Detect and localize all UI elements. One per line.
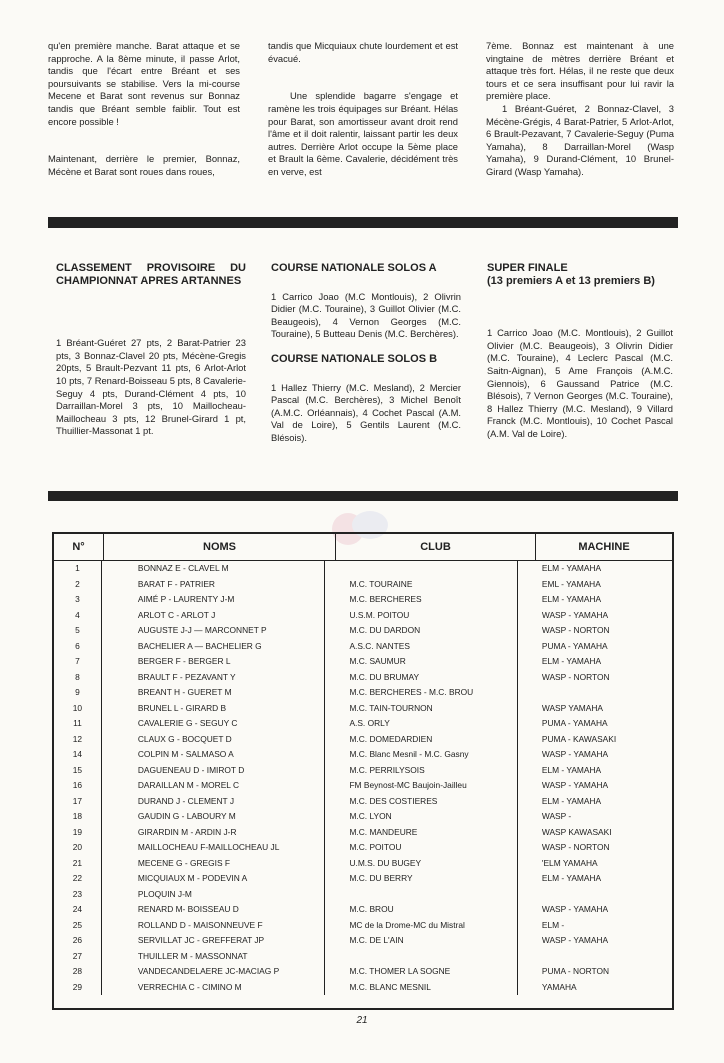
table-row (54, 577, 672, 593)
row-number: 18 (54, 809, 102, 825)
table-row (54, 794, 672, 810)
super-finale-section (487, 262, 673, 441)
row-noms: CAVALERIE G - SEGUY C (102, 716, 326, 732)
super-finale-subtitle: (13 premiers A et 13 premiers B) (487, 274, 655, 287)
row-noms: CLAUX G - BOCQUET D (102, 732, 326, 748)
separator-bar (48, 491, 678, 501)
row-number: 20 (54, 840, 102, 856)
header-number: N° (54, 534, 104, 560)
row-club: M.C. DES COSTIERES (325, 794, 517, 810)
table-row (54, 887, 672, 903)
row-machine (518, 685, 672, 701)
page-number: 21 (356, 1015, 368, 1026)
row-number: 8 (54, 670, 102, 686)
row-machine: EML - YAMAHA (541, 578, 601, 589)
row-machine: WASP - YAMAHA (541, 609, 609, 620)
row-noms: BRUNEL L - GIRARD B (102, 701, 326, 717)
row-number: 19 (54, 825, 102, 841)
row-noms: DURAND J - CLEMENT J (102, 794, 326, 810)
classement-text: 1 Bréant-Guéret 27 pts, 2 Barat-Patrier 23 pts, 3 Bonnaz-Clavel 20 pts, Mécène-Gregis 20pts, 5 Brault-Pezvant 11 pts, 6 Arlot-Arlot 10 pts, 7 Renard-Boisseau 5 pts, 8 Cavalerie-Seguy 4 pts, Durand-Clément 4 pts, 10 Darraillan-Morel 3 pts, 10 Maillocheau-Maillocheau 3 pts, 12 Brunel-Girard 1 pt, Thuillier-Massonat 1 pt. (56, 337, 246, 437)
row-noms: PLOQUIN J-M (102, 887, 326, 903)
row-noms: VERRECHIA C - CIMINO M (102, 980, 326, 996)
row-club: M.C. DOMEDARDIEN (325, 732, 517, 748)
row-number: 23 (54, 887, 102, 903)
row-number: 27 (54, 949, 102, 965)
row-number: 21 (54, 856, 102, 872)
table-body (54, 561, 672, 995)
row-machine: WASP - NORTON (541, 671, 610, 682)
row-number: 4 (54, 608, 102, 624)
row-club: FM Beynost-MC Baujoin-Jailleu (325, 778, 517, 794)
row-machine: YAMAHA (541, 981, 577, 992)
table-row (54, 732, 672, 748)
table-row (54, 670, 672, 686)
table-row (54, 778, 672, 794)
row-club: M.C. DU BRUMAY (325, 670, 517, 686)
row-noms: VANDECANDELAERE JC-MACIAG P (102, 964, 326, 980)
row-number: 16 (54, 778, 102, 794)
row-noms: AIMÉ P - LAURENTY J-M (102, 592, 326, 608)
row-club (325, 949, 517, 965)
table-row (54, 763, 672, 779)
row-machine: WASP - YAMAHA (541, 749, 609, 759)
row-number: 24 (54, 902, 102, 918)
row-noms: DAGUENEAU D - IMIROT D (102, 763, 326, 779)
row-club: M.C. LYON (325, 809, 517, 825)
row-club: M.C. PERRILYSOIS (325, 763, 517, 779)
row-machine: PUMA - YAMAHA (541, 640, 608, 651)
table-row (54, 840, 672, 856)
row-noms: ARLOT C - ARLOT J (102, 608, 326, 624)
row-noms: GIRARDIN M - ARDIN J-R (102, 825, 326, 841)
row-number: 17 (54, 794, 102, 810)
table-row (54, 592, 672, 608)
table-row (54, 701, 672, 717)
table-row (54, 561, 672, 577)
row-number: 5 (54, 623, 102, 639)
row-machine: PUMA - KAWASAKI (541, 733, 617, 744)
row-club: M.C. DU DARDON (325, 623, 517, 639)
row-club: U.S.M. POITOU (325, 608, 517, 624)
row-number: 11 (54, 716, 102, 732)
row-club: M.C. THOMER LA SOGNE (325, 964, 517, 980)
entries-table (52, 532, 674, 1010)
row-noms: ROLLAND D - MAISONNEUVE F (102, 918, 326, 934)
row-noms: BREANT H - GUERET M (102, 685, 326, 701)
row-noms: SERVILLAT JC - GREFFERAT JP (102, 933, 326, 949)
row-number: 28 (54, 964, 102, 980)
article-paragraph: 7ème. Bonnaz est maintenant à une vingtaine de mètres derrière Bréant et attaque très fort. Hélas, il ne reste que deux tours et ce sera insuffisant pour lui ravir la première place. (486, 40, 674, 102)
row-number: 1 (54, 561, 102, 577)
row-number: 29 (54, 980, 102, 996)
course-a-text: 1 Carrico Joao (M.C Montlouis), 2 Olivrin Didier (M.C. Touraine), 3 Guillot Olivier (M.C. Beaugeois), 4 Vernon Georges (M.C. Touraine), 5 Butteau Denis (M.C. Berchères). (271, 290, 461, 340)
super-finale-title: SUPER FINALE (487, 262, 568, 274)
row-club: U.M.S. DU BUGEY (325, 856, 517, 872)
row-noms: BERGER F - BERGER L (102, 654, 326, 670)
row-noms: MECENE G - GREGIS F (102, 856, 326, 872)
article-paragraph: Une splendide bagarre s'engage et ramène les trois équipages sur Bréant. Hélas pour Barat, son amortisseur avant droit rend l'âme et il doit ralentir, laissant partir les deux autres. Derrière Arlot occupe la 5ème place et Brault la 6ème. Cavalerie, décidément très en verve, est (268, 90, 458, 177)
row-machine: ELM - YAMAHA (541, 594, 602, 604)
row-noms: BONNAZ E - CLAVEL M (102, 561, 326, 577)
article-column-3 (486, 40, 674, 179)
table-row (54, 964, 672, 980)
row-club: M.C. BROU (325, 902, 517, 918)
row-noms: COLPIN M - SALMASO A (102, 747, 326, 763)
row-machine: WASP - YAMAHA (541, 780, 609, 790)
table-row (54, 825, 672, 841)
row-club: M.C. SAUMUR (325, 654, 517, 670)
row-club: M.C. DE L'AIN (325, 933, 517, 949)
table-row (54, 685, 672, 701)
row-club: M.C. BERCHERES (325, 592, 517, 608)
row-number: 3 (54, 592, 102, 608)
row-club: M.C. DU BERRY (325, 871, 517, 887)
article-column-1 (48, 40, 240, 179)
row-machine (518, 887, 672, 903)
row-machine: 'ELM YAMAHA (541, 857, 598, 868)
row-noms: BARAT F - PATRIER (102, 577, 326, 593)
row-noms: BACHELIER A — BACHELIER G (102, 639, 326, 655)
table-row (54, 639, 672, 655)
row-club (325, 887, 517, 903)
row-machine: WASP - (541, 811, 572, 821)
table-row (54, 608, 672, 624)
table-row (54, 949, 672, 965)
row-machine: ELM - (541, 919, 565, 930)
row-noms: MICQUIAUX M - PODEVIN A (102, 871, 326, 887)
row-machine: PUMA - YAMAHA (541, 718, 608, 728)
course-a-title: COURSE NATIONALE SOLOS A (271, 262, 437, 274)
table-row (54, 747, 672, 763)
row-club (325, 561, 517, 577)
table-row (54, 918, 672, 934)
row-club: A.S.C. NANTES (325, 639, 517, 655)
row-club: M.C. TAIN-TOURNON (325, 701, 517, 717)
row-machine: PUMA - NORTON (541, 966, 610, 976)
header-club: CLUB (336, 534, 536, 560)
row-number: 22 (54, 871, 102, 887)
table-row (54, 980, 672, 996)
row-club: M.C. BLANC MESNIL (325, 980, 517, 996)
row-number: 25 (54, 918, 102, 934)
table-row (54, 654, 672, 670)
row-noms: MAILLOCHEAU F-MAILLOCHEAU JL (102, 840, 326, 856)
row-noms: AUGUSTE J-J — MARCONNET P (102, 623, 326, 639)
super-finale-text: 1 Carrico Joao (M.C. Montlouis), 2 Guillot Olivier (M.C. Beaugeois), 3 Olivrin Didier (M.C. Touraine), 4 Leclerc Pascal (M.C. Saitn-Aignan), 5 Ame François (A.M.C. Giennois), 6 Gaussand Patrice (M.C. Blésois), 7 Vernon Georges (M.C. Touraine), 8 Hallez Thierry (M.C. Mesland), 9 Villard Franck (M.C. Montlouis), 10 Cochet Pascal (A.M. Val de Loire). (487, 327, 673, 439)
header-machine: MACHINE (578, 541, 630, 553)
classement-section (56, 262, 246, 438)
table-row (54, 871, 672, 887)
row-club: M.C. BERCHERES - M.C. BROU (325, 685, 517, 701)
table-row (54, 716, 672, 732)
row-noms: DARAILLAN M - MOREL C (102, 778, 326, 794)
table-header (54, 534, 672, 561)
table-row (54, 809, 672, 825)
separator-bar (48, 217, 678, 228)
classement-title: CLASSEMENT PROVISOIRE DU CHAMPIONNAT APRES ARTANNES (56, 262, 246, 287)
row-club: MC de la Drome-MC du Mistral (325, 918, 517, 934)
row-machine: ELM - YAMAHA (541, 873, 602, 883)
row-number: 7 (54, 654, 102, 670)
article-paragraph: Maintenant, derrière le premier, Bonnaz, Mécène et Barat sont roues dans roues, (48, 153, 240, 177)
course-b-title: COURSE NATIONALE SOLOS B (271, 352, 438, 365)
row-machine: ELM - YAMAHA (541, 656, 602, 666)
row-club: M.C. TOURAINE (325, 577, 517, 593)
row-number: 12 (54, 732, 102, 748)
article-paragraph: qu'en première manche. Barat attaque et se rapproche. A la 8ème minute, il passe Arlot, tandis que l'écart entre Bréant et ses poursuivants se stabilise. Vers la mi-course Mecene et Barat sont revenus sur Bonnaz tandis que Bréant semble faiblir. Tout est encore possible ! (48, 40, 240, 127)
row-club: M.C. POITOU (325, 840, 517, 856)
row-club: A.S. ORLY (325, 716, 517, 732)
row-machine: ELM - YAMAHA (541, 563, 602, 573)
row-club: M.C. Blanc Mesnil - M.C. Gasny (325, 747, 517, 763)
table-row (54, 623, 672, 639)
row-noms: GAUDIN G - LABOURY M (102, 809, 326, 825)
row-noms: THUILLER M - MASSONNAT (102, 949, 326, 965)
row-machine: WASP - YAMAHA (541, 935, 609, 945)
row-number: 9 (54, 685, 102, 701)
row-number: 26 (54, 933, 102, 949)
row-number: 14 (54, 747, 102, 763)
article-paragraph: 1 Bréant-Guéret, 2 Bonnaz-Clavel, 3 Mécène-Grégis, 4 Barat-Patrier, 5 Arlot-Arlot, 6 Brault-Pezavant, 7 Cavalerie-Seguy (Puma Yamaha), 8 Darraillan-Morel (Wasp Yamaha), 9 Durand-Clément, 10 Brunel-Girard (Wasp Yamaha). (486, 102, 674, 177)
row-machine: WASP YAMAHA (541, 702, 603, 713)
row-machine: ELM - YAMAHA (541, 795, 602, 806)
table-row (54, 933, 672, 949)
row-machine: ELM - YAMAHA (541, 764, 602, 775)
row-noms: BRAULT F - PEZAVANT Y (102, 670, 326, 686)
row-machine: WASP - NORTON (541, 842, 610, 852)
article-paragraph: tandis que Micquiaux chute lourdement et est évacué. (268, 40, 458, 64)
course-b-text: 1 Hallez Thierry (M.C. Mesland), 2 Mercier Pascal (M.C. Berchères), 3 Michel Benoît (A.M.C. Orléannais), 4 Cochet Pascal (A.M. Val de Loire), 5 Gentils Laurent (M.C. Blésois). (271, 381, 461, 443)
row-machine: WASP KAWASAKI (541, 826, 612, 837)
table-row (54, 856, 672, 872)
table-row (54, 902, 672, 918)
row-machine: WASP - YAMAHA (541, 904, 609, 914)
row-machine: WASP - NORTON (541, 625, 610, 635)
row-number: 2 (54, 577, 102, 593)
row-number: 10 (54, 701, 102, 717)
row-club: M.C. MANDEURE (325, 825, 517, 841)
article-column-2 (268, 40, 458, 179)
course-a-section (271, 262, 461, 445)
row-number: 6 (54, 639, 102, 655)
header-noms: NOMS (104, 534, 336, 560)
row-machine (518, 949, 672, 965)
row-number: 15 (54, 763, 102, 779)
row-noms: RENARD M- BOISSEAU D (102, 902, 326, 918)
